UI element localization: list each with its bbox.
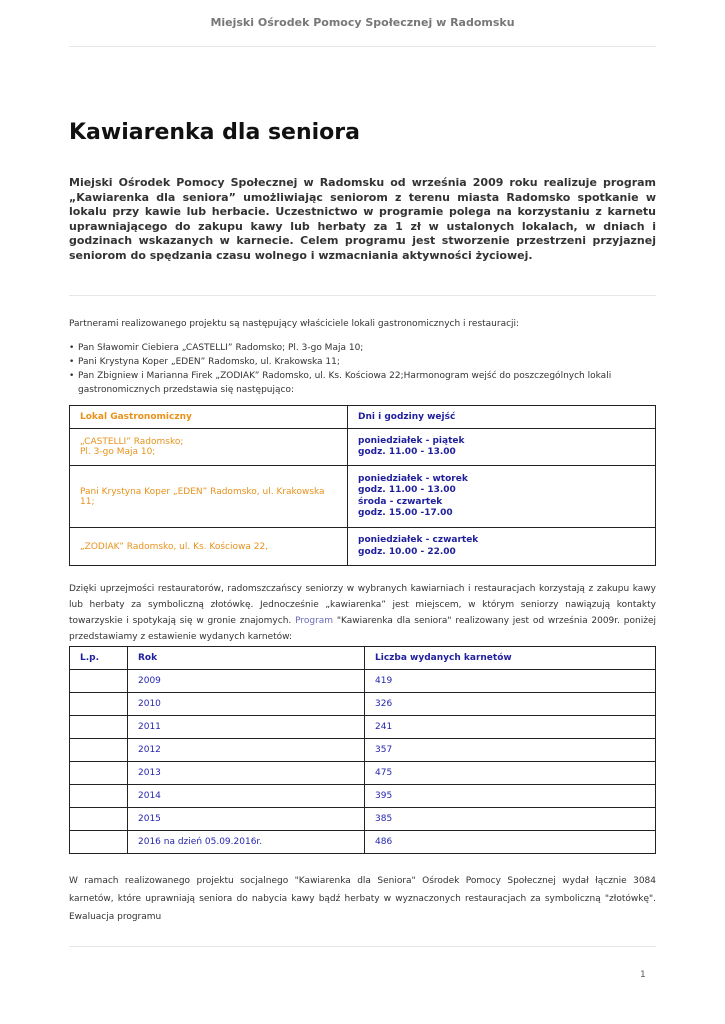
list-item (69, 341, 656, 355)
count-cell: 486 (365, 831, 656, 854)
bullet-icon: • (69, 343, 75, 353)
table-row (70, 528, 656, 566)
lp-cell (70, 739, 128, 762)
year-cell: 2011 (128, 716, 365, 739)
bullet-icon: • (69, 371, 75, 381)
info-paragraph (69, 581, 656, 645)
hours-line: godz. 15.00 -17.00 (358, 508, 453, 518)
count-cell: 357 (365, 739, 656, 762)
site-header: Miejski Ośrodek Pomocy Społecznej w Radomsku (210, 16, 515, 29)
table-row (70, 670, 656, 693)
year-cell: 2012 (128, 739, 365, 762)
header-cell-lp: L.p. (70, 647, 128, 670)
table-row (70, 831, 656, 854)
year-cell: 2009 (128, 670, 365, 693)
summary-paragraph: W ramach realizowanego projektu socjalnego "Kawiarenka dla Seniora" Ośrodek Pomocy Społecznej wydał łącznie 3084 karnetów, które uprawniają seniora do nabycia kawy bądź herbaty w wyznaczonych restauracjach za symboliczną "złotówkę". Ewaluacja programu (69, 876, 656, 922)
hours-line: poniedziałek - czwartek (358, 535, 479, 545)
hours-line: godz. 11.00 - 13.00 (358, 485, 456, 495)
lead-paragraph: Miejski Ośrodek Pomocy Społecznej w Radomsku od września 2009 roku realizuje program „Kawiarenka dla seniora” umożliwiając seniorom z terenu miasta Radomsko spotkanie w lokalu przy kawie lub herbacie. Uczestnictwo w programie polega na korzystaniu z karnetu uprawniającego do zakupu kawy lub herbaty za 1 zł w ustalonych lokalach, w dniach i godzinach wskazanych w karnecie. Celem programu jest stworzenie przestrzeni przyjaznej seniorom do spędzania czasu wolnego i wzmacniania aktywności życiowej. (69, 176, 656, 262)
schedule-table (69, 405, 656, 566)
hours-line: środa - czwartek (358, 496, 443, 507)
lp-cell (70, 785, 128, 808)
count-cell: 326 (365, 693, 656, 716)
venue-cell (70, 466, 348, 528)
hours-line: poniedziałek - wtorek (358, 473, 468, 484)
table-row (70, 808, 656, 831)
partners-intro: Partnerami realizowanego projektu są następujący właściciele lokali gastronomicznych i restauracji: (69, 319, 520, 329)
section-divider (69, 295, 656, 296)
table-row (70, 785, 656, 808)
partner-text: Pani Krystyna Koper „EDEN” Radomsko, ul. Krakowska 11; (78, 357, 340, 367)
venue-line: Pani Krystyna Koper „EDEN” Radomsko, ul. Krakowska 11; (80, 486, 325, 507)
table-header-row (70, 647, 656, 670)
venue-cell (70, 528, 348, 566)
lp-cell (70, 831, 128, 854)
venue-cell (70, 429, 348, 466)
footer-divider (69, 946, 656, 947)
list-item (69, 355, 656, 369)
hours-line: godz. 11.00 - 13.00 (358, 447, 456, 457)
lp-cell (70, 670, 128, 693)
hours-line: godz. 10.00 - 22.00 (358, 546, 456, 557)
table-row (70, 466, 656, 528)
info-text: "Kawiarenka dla seniora" realizowany jest od września 2009r. poniżej przedstawiamy z estawienie wydanych karnetów: (69, 616, 656, 642)
header-cell-count: Liczba wydanych karnetów (365, 647, 656, 670)
count-cell: 385 (365, 808, 656, 831)
list-item (69, 369, 656, 397)
hours-line: poniedziałek - piątek (358, 435, 465, 446)
partner-text: Pan Zbigniew i Marianna Firek „ZODIAK” Radomsko, ul. Ks. Kościowa 22;Harmonogram wejść do poszczególnych lokali gastronomicznych przedstawia się następująco: (78, 371, 612, 395)
table-row (70, 429, 656, 466)
partner-text: Pan Sławomir Ciebiera „CASTELLI” Radomsko; Pl. 3-go Maja 10; (78, 343, 364, 353)
count-cell: 241 (365, 716, 656, 739)
hours-cell (348, 429, 656, 466)
table-row (70, 739, 656, 762)
lp-cell (70, 716, 128, 739)
page-number: 1 (640, 970, 646, 980)
lp-cell (70, 693, 128, 716)
page-title: Kawiarenka dla seniora (69, 120, 360, 145)
header-divider (69, 46, 656, 47)
table-row (70, 762, 656, 785)
hours-cell (348, 528, 656, 566)
info-text: Dzięki uprzejmości restauratorów, radomszczańscy seniorzy w wybranych kawiarniach i restauracjach korzystają z zakupu kawy lub herbaty za symboliczną złotówkę. Jednocześnie „kawiarenka” jest miejscem, w którym seniorzy nawiązują kontakty towarzyskie i spotykają się w gronie znajomych. (69, 584, 656, 626)
hours-cell (348, 466, 656, 528)
header-cell-year: Rok (128, 647, 365, 670)
program-link[interactable]: Program (295, 616, 334, 626)
header-cell-venue: Lokal Gastronomiczny (70, 406, 348, 429)
year-cell: 2014 (128, 785, 365, 808)
year-cell: 2013 (128, 762, 365, 785)
year-cell: 2010 (128, 693, 365, 716)
year-cell: 2015 (128, 808, 365, 831)
count-cell: 395 (365, 785, 656, 808)
lp-cell (70, 808, 128, 831)
karnety-table (69, 646, 656, 854)
venue-line: „CASTELLI” Radomsko; (80, 437, 184, 447)
table-header-row (70, 406, 656, 429)
table-row (70, 716, 656, 739)
year-cell: 2016 na dzień 05.09.2016r. (128, 831, 365, 854)
partners-list (69, 341, 656, 397)
bullet-icon: • (69, 357, 75, 367)
venue-line: Pl. 3-go Maja 10; (80, 447, 156, 457)
table-row (70, 693, 656, 716)
header-cell-hours: Dni i godziny wejść (348, 406, 656, 429)
count-cell: 419 (365, 670, 656, 693)
lp-cell (70, 762, 128, 785)
venue-line: „ZODIAK” Radomsko, ul. Ks. Kościowa 22, (80, 541, 269, 552)
count-cell: 475 (365, 762, 656, 785)
